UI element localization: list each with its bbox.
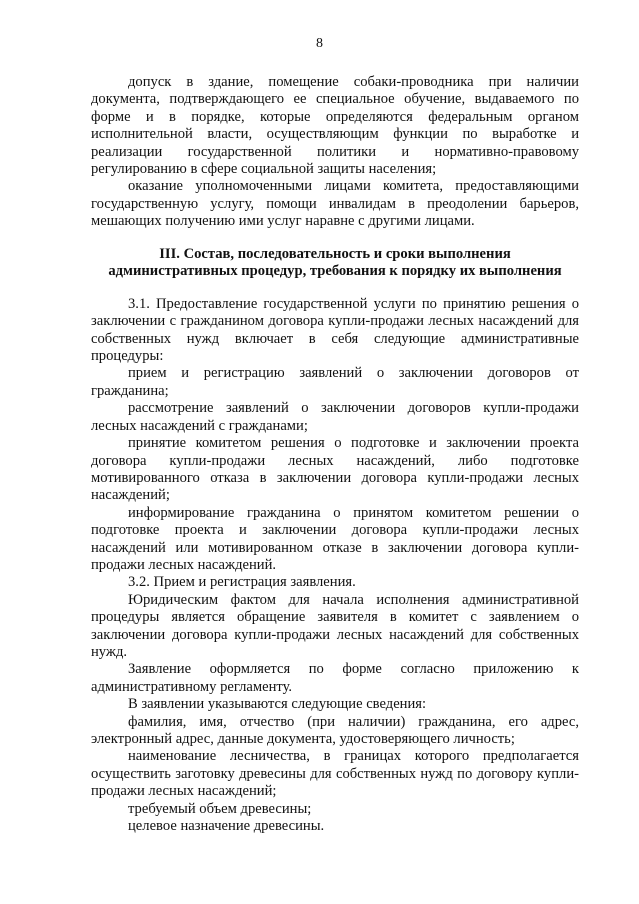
paragraph: принятие комитетом решения о подготовке и заключении проекта договора купли-продажи лесных насаждений, либо подготовке мотивированного отказа в заключении договора купли-продажи лесных насаждений; [91,435,579,504]
paragraph: 3.2. Прием и регистрация заявления. [128,574,356,591]
paragraph: наименование лесничества, в границах которого предполагается осуществить заготовку древесины для собственных нужд по договору купли-продажи лесных насаждений; [91,748,579,800]
section-heading-line-1: III. Состав, последовательность и сроки выполнения [159,245,511,262]
paragraph: оказание уполномоченными лицами комитета, предоставляющими государственную услугу, помощи инвалидам в преодолении барьеров, мешающих получению ими услуг наравне с другими лицами. [91,178,579,230]
section-heading-line-2: административных процедур, требования к порядку их выполнения [108,263,562,280]
paragraph: информирование гражданина о принятом комитетом решении о подготовке проекта и заключении договора купли-продажи лесных насаждений или мотивированном отказе в заключении договора купли-продажи лесных насаждений. [91,504,579,573]
paragraph: 3.1. Предоставление государственной услуги по принятию решения о заключении с гражданином договора купли-продажи лесных насаждений для собственных нужд включает в себя следующие административные процедуры: [91,295,579,365]
paragraph: требуемый объем древесины; [128,800,312,817]
paragraph: целевое назначение древесины. [128,818,325,835]
paragraph: допуск в здание, помещение собаки-проводника при наличии документа, подтверждающего ее специальное обучение, выдаваемого по форме и в порядке, которые определяются федеральным органом исполнительной власти, осуществляющим функции по выработке и реализации государственной политики и нормативно-правовому регулированию в сфере социальной защиты населения; [91,74,579,178]
paragraph: Заявление оформляется по форме согласно приложению к административному регламенту. [91,661,579,695]
document-body [91,74,579,835]
paragraph: рассмотрение заявлений о заключении договоров купли-продажи лесных насаждений с гражданами; [91,400,579,434]
paragraph: Юридическим фактом для начала исполнения административной процедуры является обращение заявителя в комитет с заявлением о заключении договора купли-продажи лесных насаждений для собственных нужд. [91,591,579,660]
page-number: 8 [316,36,323,51]
paragraph: фамилия, имя, отчество (при наличии) гражданина, его адрес, электронный адрес, данные документа, удостоверяющего личность; [91,713,579,747]
paragraph: прием и регистрацию заявлений о заключении договоров от гражданина; [91,365,579,399]
section-heading [91,246,579,281]
paragraph: В заявлении указываются следующие сведения: [128,696,427,713]
